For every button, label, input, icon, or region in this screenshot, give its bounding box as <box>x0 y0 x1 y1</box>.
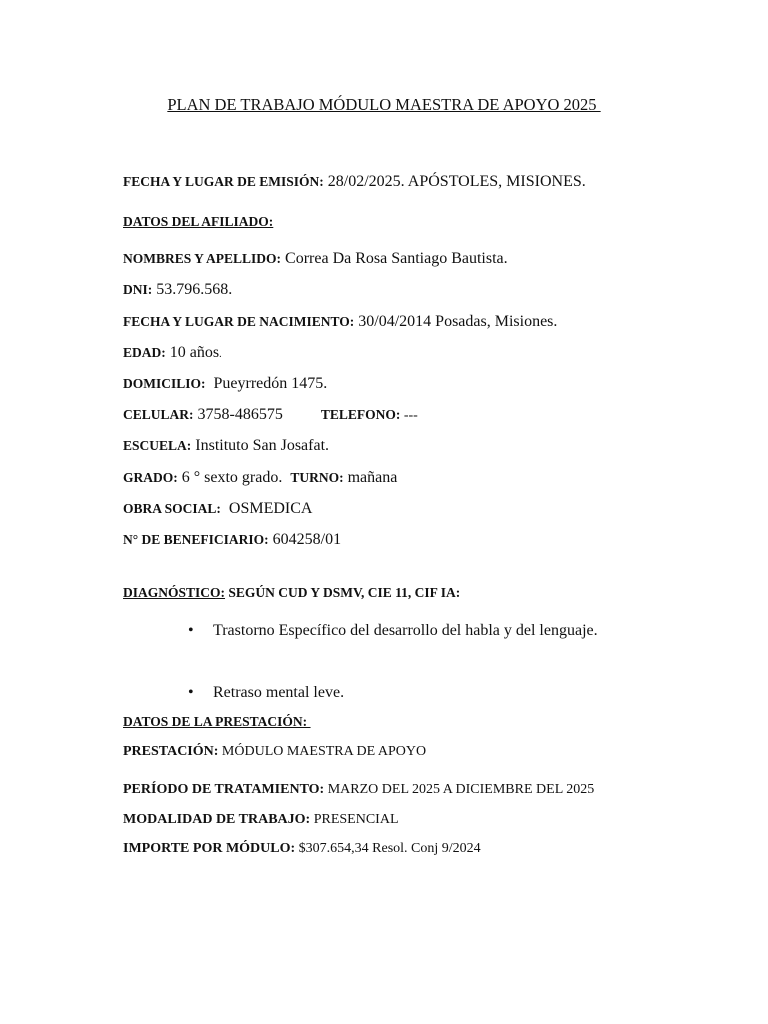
modalidad-value: PRESENCIAL <box>310 812 399 827</box>
diagnostico-list-item <box>172 607 598 655</box>
periodo-label: PERÍODO DE TRATAMIENTO: <box>123 782 325 797</box>
telefono-label: TELEFONO: <box>320 407 401 422</box>
periodo-value: MARZO DEL 2025 A DICIEMBRE DEL 2025 <box>324 782 595 797</box>
obra-social-label: OBRA SOCIAL: <box>123 501 221 516</box>
importe-row <box>107 824 481 872</box>
diagnostico-label: DIAGNÓSTICO: <box>123 585 226 600</box>
edad-value: 10 años <box>165 344 220 361</box>
celular-value: 3758-486575 <box>193 406 283 423</box>
diagnostico-source: SEGÚN CUD Y DSMV, CIE 11, CIF IA: <box>225 585 461 600</box>
bullet-icon: • <box>188 684 194 701</box>
obra-social-value: OSMEDICA <box>220 500 313 517</box>
importe-value: $307.654,34 Resol. Conj 9/2024 <box>295 841 481 856</box>
celular-label: CELULAR: <box>123 407 194 422</box>
emision-label: FECHA Y LUGAR DE EMISIÓN: <box>123 174 324 189</box>
grado-label: GRADO: <box>123 470 178 485</box>
escuela-value: Instituto San Josafat. <box>191 437 330 454</box>
importe-label: IMPORTE POR MÓDULO: <box>123 841 296 856</box>
turno-label: TURNO: <box>290 470 344 485</box>
prestacion-label: PRESTACIÓN: <box>123 744 219 759</box>
nacimiento-label: FECHA Y LUGAR DE NACIMIENTO: <box>123 314 355 329</box>
nacimiento-value: 30/04/2014 Posadas, Misiones. <box>354 313 558 330</box>
nombres-label: NOMBRES Y APELLIDO: <box>123 251 282 266</box>
domicilio-label: DOMICILIO: <box>123 376 206 391</box>
edad-label: EDAD: <box>123 345 166 360</box>
escuela-label: ESCUELA: <box>123 438 192 453</box>
bullet-icon: • <box>188 622 194 639</box>
beneficiario-row <box>107 516 341 564</box>
emision-value: 28/02/2025. APÓSTOLES, MISIONES. <box>323 173 586 190</box>
domicilio-value: Pueyrredón 1475. <box>205 375 328 392</box>
turno-value: mañana <box>343 469 398 486</box>
diagnostico-item-text: Trastorno Específico del desarrollo del habla y del lenguaje. <box>213 622 598 639</box>
prestacion-section-heading: DATOS DE LA PRESTACIÓN: <box>123 714 311 729</box>
dni-value: 53.796.568. <box>152 281 233 298</box>
diagnostico-item-text: Retraso mental leve. <box>213 684 345 701</box>
modalidad-label: MODALIDAD DE TRABAJO: <box>123 812 311 827</box>
telefono-value: --- <box>400 408 418 423</box>
prestacion-value: MÓDULO MAESTRA DE APOYO <box>218 744 427 759</box>
nombres-value: Correa Da Rosa Santiago Bautista. <box>281 250 508 267</box>
dni-label: DNI: <box>123 282 153 297</box>
afiliado-section-heading: DATOS DEL AFILIADO: <box>123 214 274 229</box>
document-title: PLAN DE TRABAJO MÓDULO MAESTRA DE APOYO 2025 <box>167 95 601 114</box>
beneficiario-value: 604258/01 <box>268 531 342 548</box>
edad-trailing-dot: . <box>219 349 222 360</box>
grado-value: 6 ° sexto grado. <box>177 469 291 486</box>
beneficiario-label: N° DE BENEFICIARIO: <box>123 532 269 547</box>
